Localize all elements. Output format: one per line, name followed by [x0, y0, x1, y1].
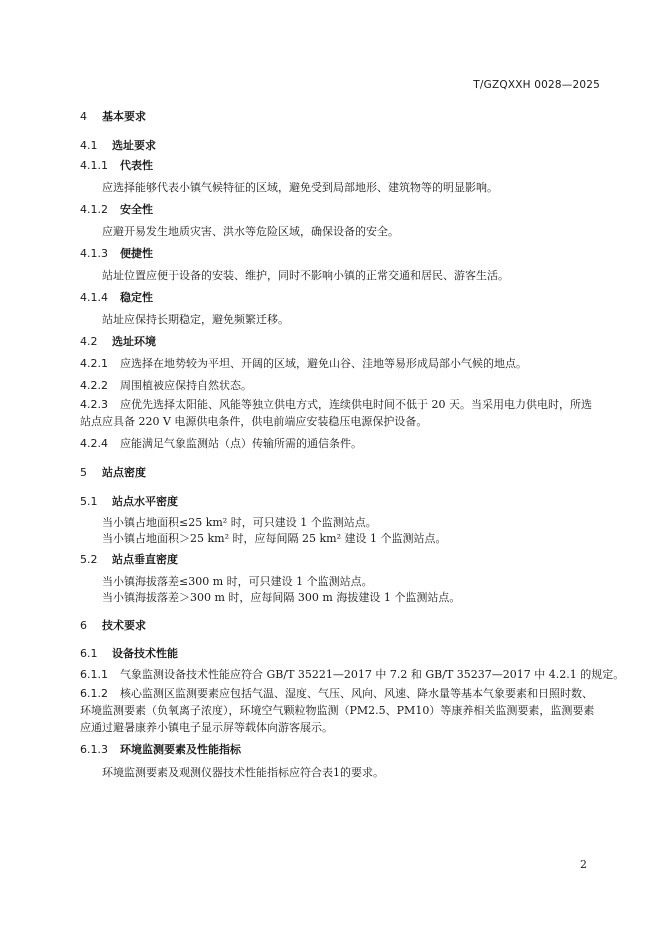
section-number: 4.2: [80, 335, 98, 348]
section-4-1-1-text: 应选择能够代表小镇气候特征的区域，避免受到局部地形、建筑物等的明显影响。: [102, 181, 498, 194]
section-number: 6: [80, 619, 87, 632]
section-number: 4.1.3: [80, 247, 108, 260]
clause-text: 应优先选择太阳能、风能等独立供电方式，连续供电时间不低于 20 天。当采用电力供电时，所选站点应具备 220 V 电源供电条件，供电前端应安装稳压电源保护设备。: [80, 398, 592, 428]
section-6-1-3-text: 环境监测要素及观测仪器技术性能指标应符合表1的要求。: [102, 766, 384, 779]
section-6-1-heading: [80, 645, 178, 661]
section-4-heading: [80, 108, 146, 124]
section-4-2-4-paragraph: [80, 435, 362, 451]
section-number: 6.1.3: [80, 743, 108, 756]
section-title: 站点水平密度: [112, 495, 178, 508]
clause-text: 核心监测区监测要素应包括气温、湿度、气压、风向、风速、降水量等基本气象要素和日照时数、环境监测要素（负氧离子浓度），环境空气颗粒物监测（PM2.5、PM10）等康养相关监测要素，监测要素应通过避暑康养小镇电子显示屏等载体向游客展示。: [80, 687, 595, 734]
section-title: 代表性: [120, 159, 153, 172]
section-5-2-heading: [80, 551, 178, 567]
section-4-2-2-paragraph: [80, 377, 252, 393]
section-4-1-1-heading: [80, 157, 153, 173]
section-5-1-line-2: 当小镇占地面积＞25 km² 时，应每间隔 25 km² 建设 1 个监测站点。: [102, 532, 447, 545]
section-title: 选址要求: [112, 139, 156, 152]
clause-number: 4.2.4: [80, 437, 108, 450]
clause-text: 应选择在地势较为平坦、开阔的区域，避免山谷、洼地等易形成局部小气候的地点。: [120, 357, 527, 370]
section-4-1-4-text: 站址应保持长期稳定，避免频繁迁移。: [102, 313, 289, 326]
clause-number: 4.2.2: [80, 379, 108, 392]
section-title: 环境监测要素及性能指标: [120, 743, 241, 756]
section-title: 站点垂直密度: [112, 553, 178, 566]
section-4-2-1-paragraph: [80, 355, 527, 371]
clause-text: 周围植被应保持自然状态。: [120, 379, 252, 392]
section-6-1-2-paragraph: [80, 685, 600, 736]
section-5-2-line-1: 当小镇海拔落差≤300 m 时，可只建设 1 个监测站点。: [102, 575, 373, 588]
section-title: 便捷性: [120, 247, 153, 260]
section-number: 4.1.4: [80, 291, 108, 304]
section-5-1-heading: [80, 493, 178, 509]
page-number: 2: [580, 858, 587, 871]
section-number: 5: [80, 466, 87, 479]
section-5-1-line-1: 当小镇占地面积≤25 km² 时，可只建设 1 个监测站点。: [102, 516, 377, 529]
section-4-1-2-heading: [80, 201, 153, 217]
section-number: 4.1: [80, 139, 98, 152]
clause-number: 4.2.1: [80, 357, 108, 370]
document-id-header: T/GZQXXH 0028—2025: [473, 79, 600, 91]
section-title: 安全性: [120, 203, 153, 216]
section-number: 4.1.2: [80, 203, 108, 216]
clause-number: 6.1.2: [80, 687, 108, 700]
section-number: 5.2: [80, 553, 98, 566]
section-number: 4: [80, 110, 87, 123]
section-number: 4.1.1: [80, 159, 108, 172]
section-title: 稳定性: [120, 291, 153, 304]
clause-text: 应能满足气象监测站（点）传输所需的通信条件。: [120, 437, 362, 450]
section-title: 技术要求: [102, 619, 146, 632]
section-5-2-line-2: 当小镇海拔落差＞300 m 时，应每间隔 300 m 海拔建设 1 个监测站点。: [102, 591, 461, 604]
section-title: 站点密度: [102, 466, 146, 479]
section-4-1-2-text: 应避开易发生地质灾害、洪水等危险区域，确保设备的安全。: [102, 225, 399, 238]
section-number: 6.1: [80, 647, 98, 660]
section-6-heading: [80, 617, 146, 633]
section-5-heading: [80, 464, 146, 480]
clause-text: 气象监测设备技术性能应符合 GB/T 35221—2017 中 7.2 和 GB/T 35237—2017 中 4.2.1 的规定。: [120, 668, 625, 681]
section-title: 设备技术性能: [112, 647, 178, 660]
clause-number: 4.2.3: [80, 398, 108, 411]
section-6-1-1-paragraph: [80, 666, 624, 682]
section-4-1-heading: [80, 137, 156, 153]
section-6-1-3-heading: [80, 741, 241, 757]
section-4-1-4-heading: [80, 289, 153, 305]
section-4-2-heading: [80, 333, 156, 349]
clause-number: 6.1.1: [80, 668, 108, 681]
section-4-2-3-paragraph: [80, 396, 600, 430]
section-title: 基本要求: [102, 110, 146, 123]
section-title: 选址环境: [112, 335, 156, 348]
section-number: 5.1: [80, 495, 98, 508]
section-4-1-3-text: 站址位置应便于设备的安装、维护，同时不影响小镇的正常交通和居民、游客生活。: [102, 269, 509, 282]
section-4-1-3-heading: [80, 245, 153, 261]
